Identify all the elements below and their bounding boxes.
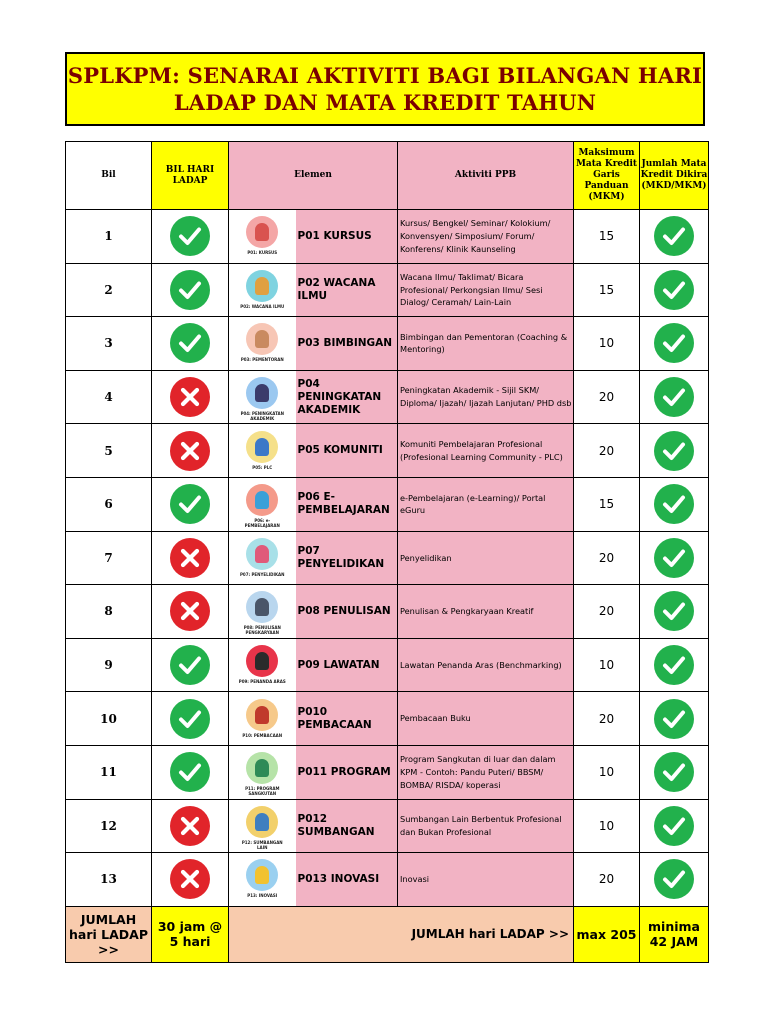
row-aktiviti: Kursus/ Bengkel/ Seminar/ Kolokium/ Konvensyen/ Simposium/ Forum/ Konferens/ Klinik Kaunseling: [398, 210, 574, 264]
row-element-image: [229, 370, 296, 424]
row-mkm: 15: [574, 263, 640, 317]
row-aktiviti: Program Sangkutan di luar dan dalam KPM - Contoh: Pandu Puteri/ BBSM/ BOMBA/ RISDA/ koperasi: [398, 745, 574, 799]
row-ladap-status: [152, 477, 229, 531]
row-mkm: 15: [574, 477, 640, 531]
row-aktiviti: Sumbangan Lain Berbentuk Profesional dan Bukan Profesional: [398, 799, 574, 853]
element-caption: P13: INOVASI: [247, 893, 278, 899]
row-element-image: [229, 477, 296, 531]
row-bil: 13: [66, 853, 152, 907]
row-ladap-status: [152, 585, 229, 639]
row-jumlah-status: [640, 799, 709, 853]
header-bil-hari-ladap: BIL HARI LADAP: [152, 142, 229, 210]
check-icon: [654, 431, 694, 471]
row-element-image: [229, 585, 296, 639]
row-element-image: [229, 531, 296, 585]
element-caption: P03: PEMENTORAN: [240, 357, 284, 363]
row-elemen: P01 KURSUS: [296, 210, 398, 264]
program-icon: [237, 750, 287, 796]
footer-jumlah-label: JUMLAH hari LADAP >>: [66, 906, 152, 962]
check-icon: [654, 699, 694, 739]
check-icon: [654, 377, 694, 417]
row-bil: 9: [66, 638, 152, 692]
check-icon: [654, 323, 694, 363]
row-element-image: [229, 638, 296, 692]
cross-icon: [170, 377, 210, 417]
cross-icon: [170, 806, 210, 846]
row-elemen: P07 PENYELIDIKAN: [296, 531, 398, 585]
benchmark-icon: [237, 643, 287, 689]
element-caption: P06: e-PEMBELAJARAN: [244, 518, 280, 529]
row-mkm: 20: [574, 585, 640, 639]
row-ladap-status: [152, 531, 229, 585]
header-jumlah: Jumlah Mata Kredit Dikira (MKD/MKM): [640, 142, 709, 210]
table-row: [66, 853, 709, 907]
table-row: [66, 370, 709, 424]
elearning-icon: [237, 482, 287, 528]
row-jumlah-status: [640, 317, 709, 371]
table-row: [66, 692, 709, 746]
row-elemen: P09 LAWATAN: [296, 638, 398, 692]
row-ladap-status: [152, 263, 229, 317]
check-icon: [654, 645, 694, 685]
row-mkm: 10: [574, 638, 640, 692]
row-aktiviti: Inovasi: [398, 853, 574, 907]
row-jumlah-status: [640, 477, 709, 531]
activity-table: [65, 141, 709, 963]
check-icon: [170, 216, 210, 256]
cross-icon: [170, 859, 210, 899]
row-mkm: 20: [574, 370, 640, 424]
footer-jam: 30 jam @ 5 hari: [152, 906, 229, 962]
row-bil: 10: [66, 692, 152, 746]
row-ladap-status: [152, 638, 229, 692]
row-elemen: P03 BIMBINGAN: [296, 317, 398, 371]
table-row: [66, 745, 709, 799]
row-jumlah-status: [640, 263, 709, 317]
table-row: [66, 317, 709, 371]
row-ladap-status: [152, 745, 229, 799]
check-icon: [170, 323, 210, 363]
cross-icon: [170, 538, 210, 578]
header-row: [66, 142, 709, 210]
row-jumlah-status: [640, 853, 709, 907]
footer-jumlah-hari-ladap: JUMLAH hari LADAP >>: [229, 906, 574, 962]
row-jumlah-status: [640, 370, 709, 424]
row-ladap-status: [152, 210, 229, 264]
row-aktiviti: Penulisan & Pengkaryaan Kreatif: [398, 585, 574, 639]
check-icon: [654, 216, 694, 256]
element-caption: P10: PEMBACAAN: [242, 732, 283, 738]
row-bil: 1: [66, 210, 152, 264]
row-aktiviti: Peningkatan Akademik - Sijil SKM/ Diploma/ Ijazah/ Ijazah Lanjutan/ PHD dsb: [398, 370, 574, 424]
element-caption: P05: PLC: [252, 464, 273, 470]
row-bil: 12: [66, 799, 152, 853]
table-row: [66, 263, 709, 317]
row-elemen: P04 PENINGKATAN AKADEMIK: [296, 370, 398, 424]
element-caption: P07: PENYELIDIKAN: [239, 571, 285, 577]
element-caption: P08: PENULISAN PENGKARYAAN: [243, 625, 281, 636]
row-elemen: P012 SUMBANGAN: [296, 799, 398, 853]
title-line-2: LADAP DAN MATA KREDIT TAHUN: [173, 90, 597, 115]
row-mkm: 20: [574, 424, 640, 478]
row-elemen: P013 INOVASI: [296, 853, 398, 907]
row-bil: 5: [66, 424, 152, 478]
research-flask-icon: [237, 536, 287, 582]
row-elemen: P08 PENULISAN: [296, 585, 398, 639]
row-aktiviti: Lawatan Penanda Aras (Benchmarking): [398, 638, 574, 692]
cross-icon: [170, 591, 210, 631]
check-icon: [654, 859, 694, 899]
row-elemen: P06 E-PEMBELAJARAN: [296, 477, 398, 531]
check-icon: [654, 270, 694, 310]
wacana-icon: [237, 268, 287, 314]
row-bil: 7: [66, 531, 152, 585]
row-elemen: P02 WACANA ILMU: [296, 263, 398, 317]
books-icon: [237, 697, 287, 743]
check-icon: [654, 484, 694, 524]
row-aktiviti: Komuniti Pembelajaran Profesional (Profesional Learning Community - PLC): [398, 424, 574, 478]
footer-minima: minima 42 JAM: [640, 906, 709, 962]
row-element-image: [229, 799, 296, 853]
row-bil: 4: [66, 370, 152, 424]
table-row: [66, 531, 709, 585]
check-icon: [170, 484, 210, 524]
element-caption: P11: PROGRAM SANGKUTAN: [245, 786, 280, 797]
row-ladap-status: [152, 317, 229, 371]
row-bil: 8: [66, 585, 152, 639]
element-caption: P12: SUMBANGAN LAIN: [241, 839, 283, 850]
row-element-image: [229, 210, 296, 264]
check-icon: [654, 806, 694, 846]
row-jumlah-status: [640, 424, 709, 478]
row-mkm: 20: [574, 692, 640, 746]
table-row: [66, 477, 709, 531]
table-row: [66, 210, 709, 264]
footer-max: max 205: [574, 906, 640, 962]
row-jumlah-status: [640, 210, 709, 264]
row-bil: 6: [66, 477, 152, 531]
row-mkm: 10: [574, 745, 640, 799]
row-element-image: [229, 692, 296, 746]
row-jumlah-status: [640, 692, 709, 746]
row-jumlah-status: [640, 531, 709, 585]
header-bil: Bil: [66, 142, 152, 210]
row-element-image: [229, 424, 296, 478]
row-bil: 3: [66, 317, 152, 371]
element-caption: P01: KURSUS: [247, 250, 278, 256]
row-aktiviti: e-Pembelajaran (e-Learning)/ Portal eGuru: [398, 477, 574, 531]
check-icon: [654, 752, 694, 792]
row-bil: 2: [66, 263, 152, 317]
row-jumlah-status: [640, 745, 709, 799]
row-bil: 11: [66, 745, 152, 799]
footer-row: [66, 906, 709, 962]
row-jumlah-status: [640, 638, 709, 692]
bimbingan-icon: [237, 321, 287, 367]
row-jumlah-status: [640, 585, 709, 639]
row-mkm: 10: [574, 317, 640, 371]
row-element-image: [229, 745, 296, 799]
row-aktiviti: Wacana Ilmu/ Taklimat/ Bicara Profesional/ Perkongsian Ilmu/ Sesi Dialog/ Ceramah/ Lain-Lain: [398, 263, 574, 317]
element-caption: P09: PENANDA ARAS: [238, 679, 286, 685]
check-icon: [654, 591, 694, 631]
check-icon: [170, 645, 210, 685]
row-mkm: 10: [574, 799, 640, 853]
row-ladap-status: [152, 370, 229, 424]
row-mkm: 15: [574, 210, 640, 264]
check-icon: [170, 699, 210, 739]
graduate-icon: [237, 375, 287, 421]
table-row: [66, 799, 709, 853]
komuniti-icon: [237, 429, 287, 475]
row-aktiviti: Bimbingan dan Pementoran (Coaching & Mentoring): [398, 317, 574, 371]
check-icon: [170, 752, 210, 792]
row-element-image: [229, 263, 296, 317]
header-maksimum: Maksimum Mata Kredit Garis Panduan (MKM): [574, 142, 640, 210]
row-elemen: P011 PROGRAM: [296, 745, 398, 799]
row-ladap-status: [152, 424, 229, 478]
cross-icon: [170, 431, 210, 471]
table-row: [66, 424, 709, 478]
row-ladap-status: [152, 799, 229, 853]
kursus-icon: [237, 214, 287, 260]
row-aktiviti: Penyelidikan: [398, 531, 574, 585]
row-ladap-status: [152, 853, 229, 907]
title-line-1: SPLKPM: SENARAI AKTIVITI BAGI BILANGAN HARI: [67, 63, 703, 88]
row-elemen: P05 KOMUNITI: [296, 424, 398, 478]
row-element-image: [229, 317, 296, 371]
check-icon: [654, 538, 694, 578]
element-caption: P04: PENINGKATAN AKADEMIK: [240, 411, 284, 422]
title-banner: [65, 52, 705, 126]
table-row: [66, 638, 709, 692]
header-elemen: Elemen: [229, 142, 398, 210]
row-ladap-status: [152, 692, 229, 746]
row-element-image: [229, 853, 296, 907]
check-icon: [170, 270, 210, 310]
table-row: [66, 585, 709, 639]
sumbangan-icon: [237, 804, 287, 850]
header-aktiviti-ppb: Aktiviti PPB: [398, 142, 574, 210]
lightbulb-icon: [237, 857, 287, 903]
row-elemen: P010 PEMBACAAN: [296, 692, 398, 746]
typewriter-icon: [237, 589, 287, 635]
row-mkm: 20: [574, 531, 640, 585]
row-mkm: 20: [574, 853, 640, 907]
row-aktiviti: Pembacaan Buku: [398, 692, 574, 746]
element-caption: P02: WACANA ILMU: [240, 303, 285, 309]
